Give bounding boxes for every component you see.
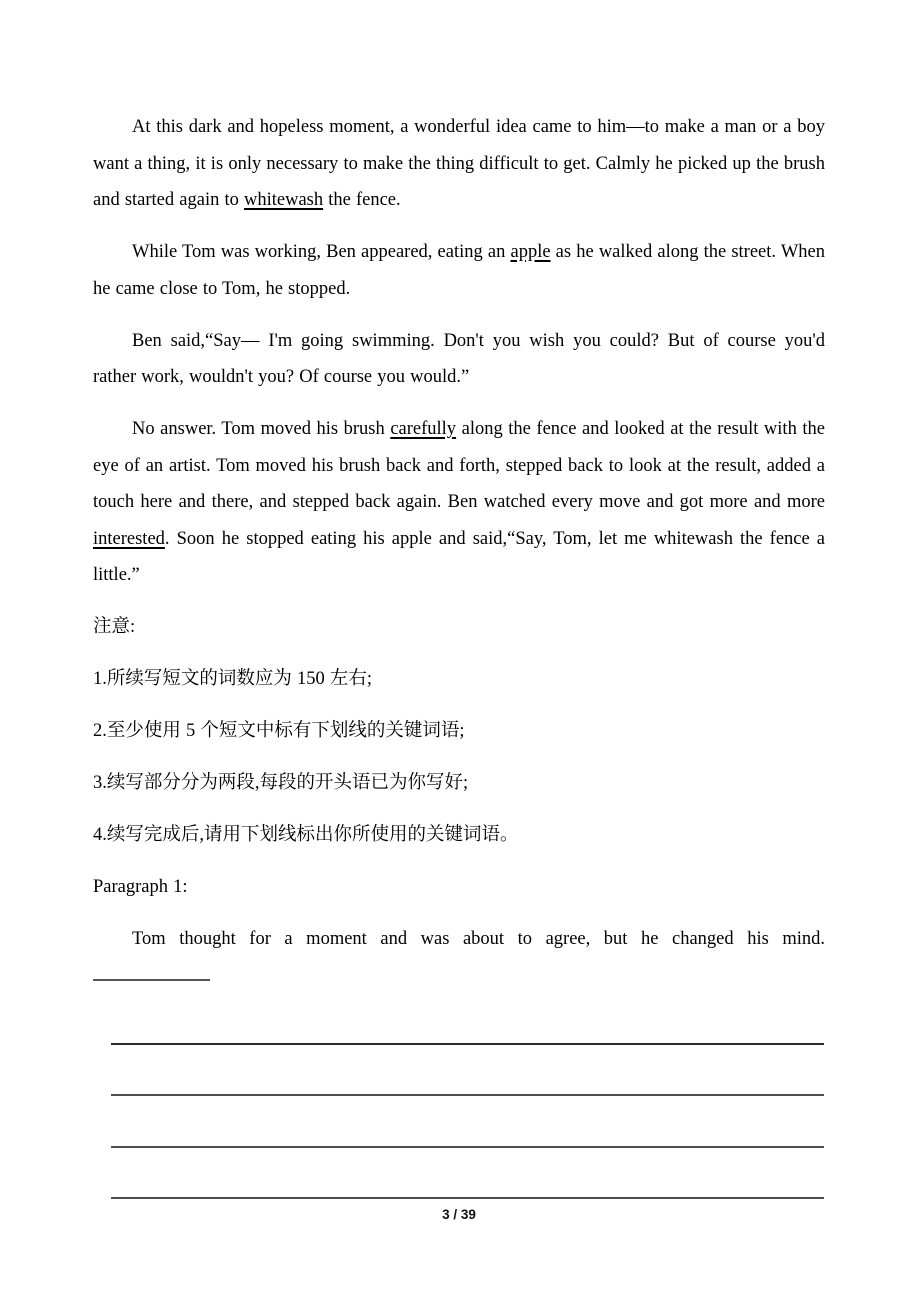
underlined-keyword: interested: [93, 528, 165, 549]
text-run: as he walked along the street. When he came close to Tom, he stopped.: [93, 242, 825, 299]
underlined-keyword: whitewash: [243, 190, 324, 210]
paragraph: [93, 921, 825, 994]
document-paragraphs: [93, 109, 825, 994]
page-number: 3 / 39: [442, 1207, 476, 1222]
underlined-keyword: carefully: [390, 419, 457, 439]
paragraph: [93, 323, 825, 396]
text-run: 4.续写完成后,请用下划线标出你所使用的关键词语。: [93, 825, 519, 845]
text-run: Ben said,“Say— I'm going swimming. Don't you wish you could? But of course you'd rather work, wouldn't you? Of course you would.”: [93, 330, 825, 387]
paragraph: [93, 234, 825, 307]
inline-answer-blank[interactable]: [93, 965, 210, 981]
text-run: Paragraph 1:: [93, 877, 188, 897]
text-run: 1.所续写短文的词数应为 150 左右;: [93, 669, 373, 689]
section-label: [93, 869, 825, 906]
note-line: [93, 609, 825, 646]
text-run: the fence.: [323, 190, 401, 210]
text-run: along the fence and looked at the result with the eye of an artist. Tom moved his brush back and forth, stepped back to look at the result, added a touch here and there, and stepped back again. Ben watched every move and got more and more: [93, 419, 825, 512]
answer-line[interactable]: [111, 1010, 824, 1045]
text-run: 2.至少使用 5 个短文中标有下划线的关键词语;: [93, 721, 465, 741]
text-run: At this dark and hopeless moment, a wonderful idea came to him—to make a man or a boy want a thing, it is only necessary to make the thing difficult to get. Calmly he picked up the brush and started again to: [93, 117, 825, 210]
text-run: . Soon he stopped eating his apple and said,“Say, Tom, let me whitewash the fence a little.”: [93, 528, 825, 585]
note-line: [93, 713, 825, 750]
text-run: No answer. Tom moved his brush: [132, 419, 391, 439]
answer-lines: [111, 1010, 824, 1200]
underlined-keyword: apple: [510, 242, 551, 262]
answer-line[interactable]: [111, 1045, 824, 1097]
text-run: 3.续写部分分为两段,每段的开头语已为你写好;: [93, 773, 469, 793]
paragraph: [93, 109, 825, 219]
paragraph: [93, 411, 825, 594]
note-line: [93, 661, 825, 698]
text-run: While Tom was working, Ben appeared, eating an: [132, 242, 511, 262]
text-run: Tom thought for a moment and was about to agree, but he changed his mind.: [132, 929, 825, 949]
text-run: 注意:: [93, 617, 136, 637]
note-line: [93, 817, 825, 854]
answer-line[interactable]: [111, 1148, 824, 1200]
answer-line[interactable]: [111, 1096, 824, 1148]
note-line: [93, 765, 825, 802]
